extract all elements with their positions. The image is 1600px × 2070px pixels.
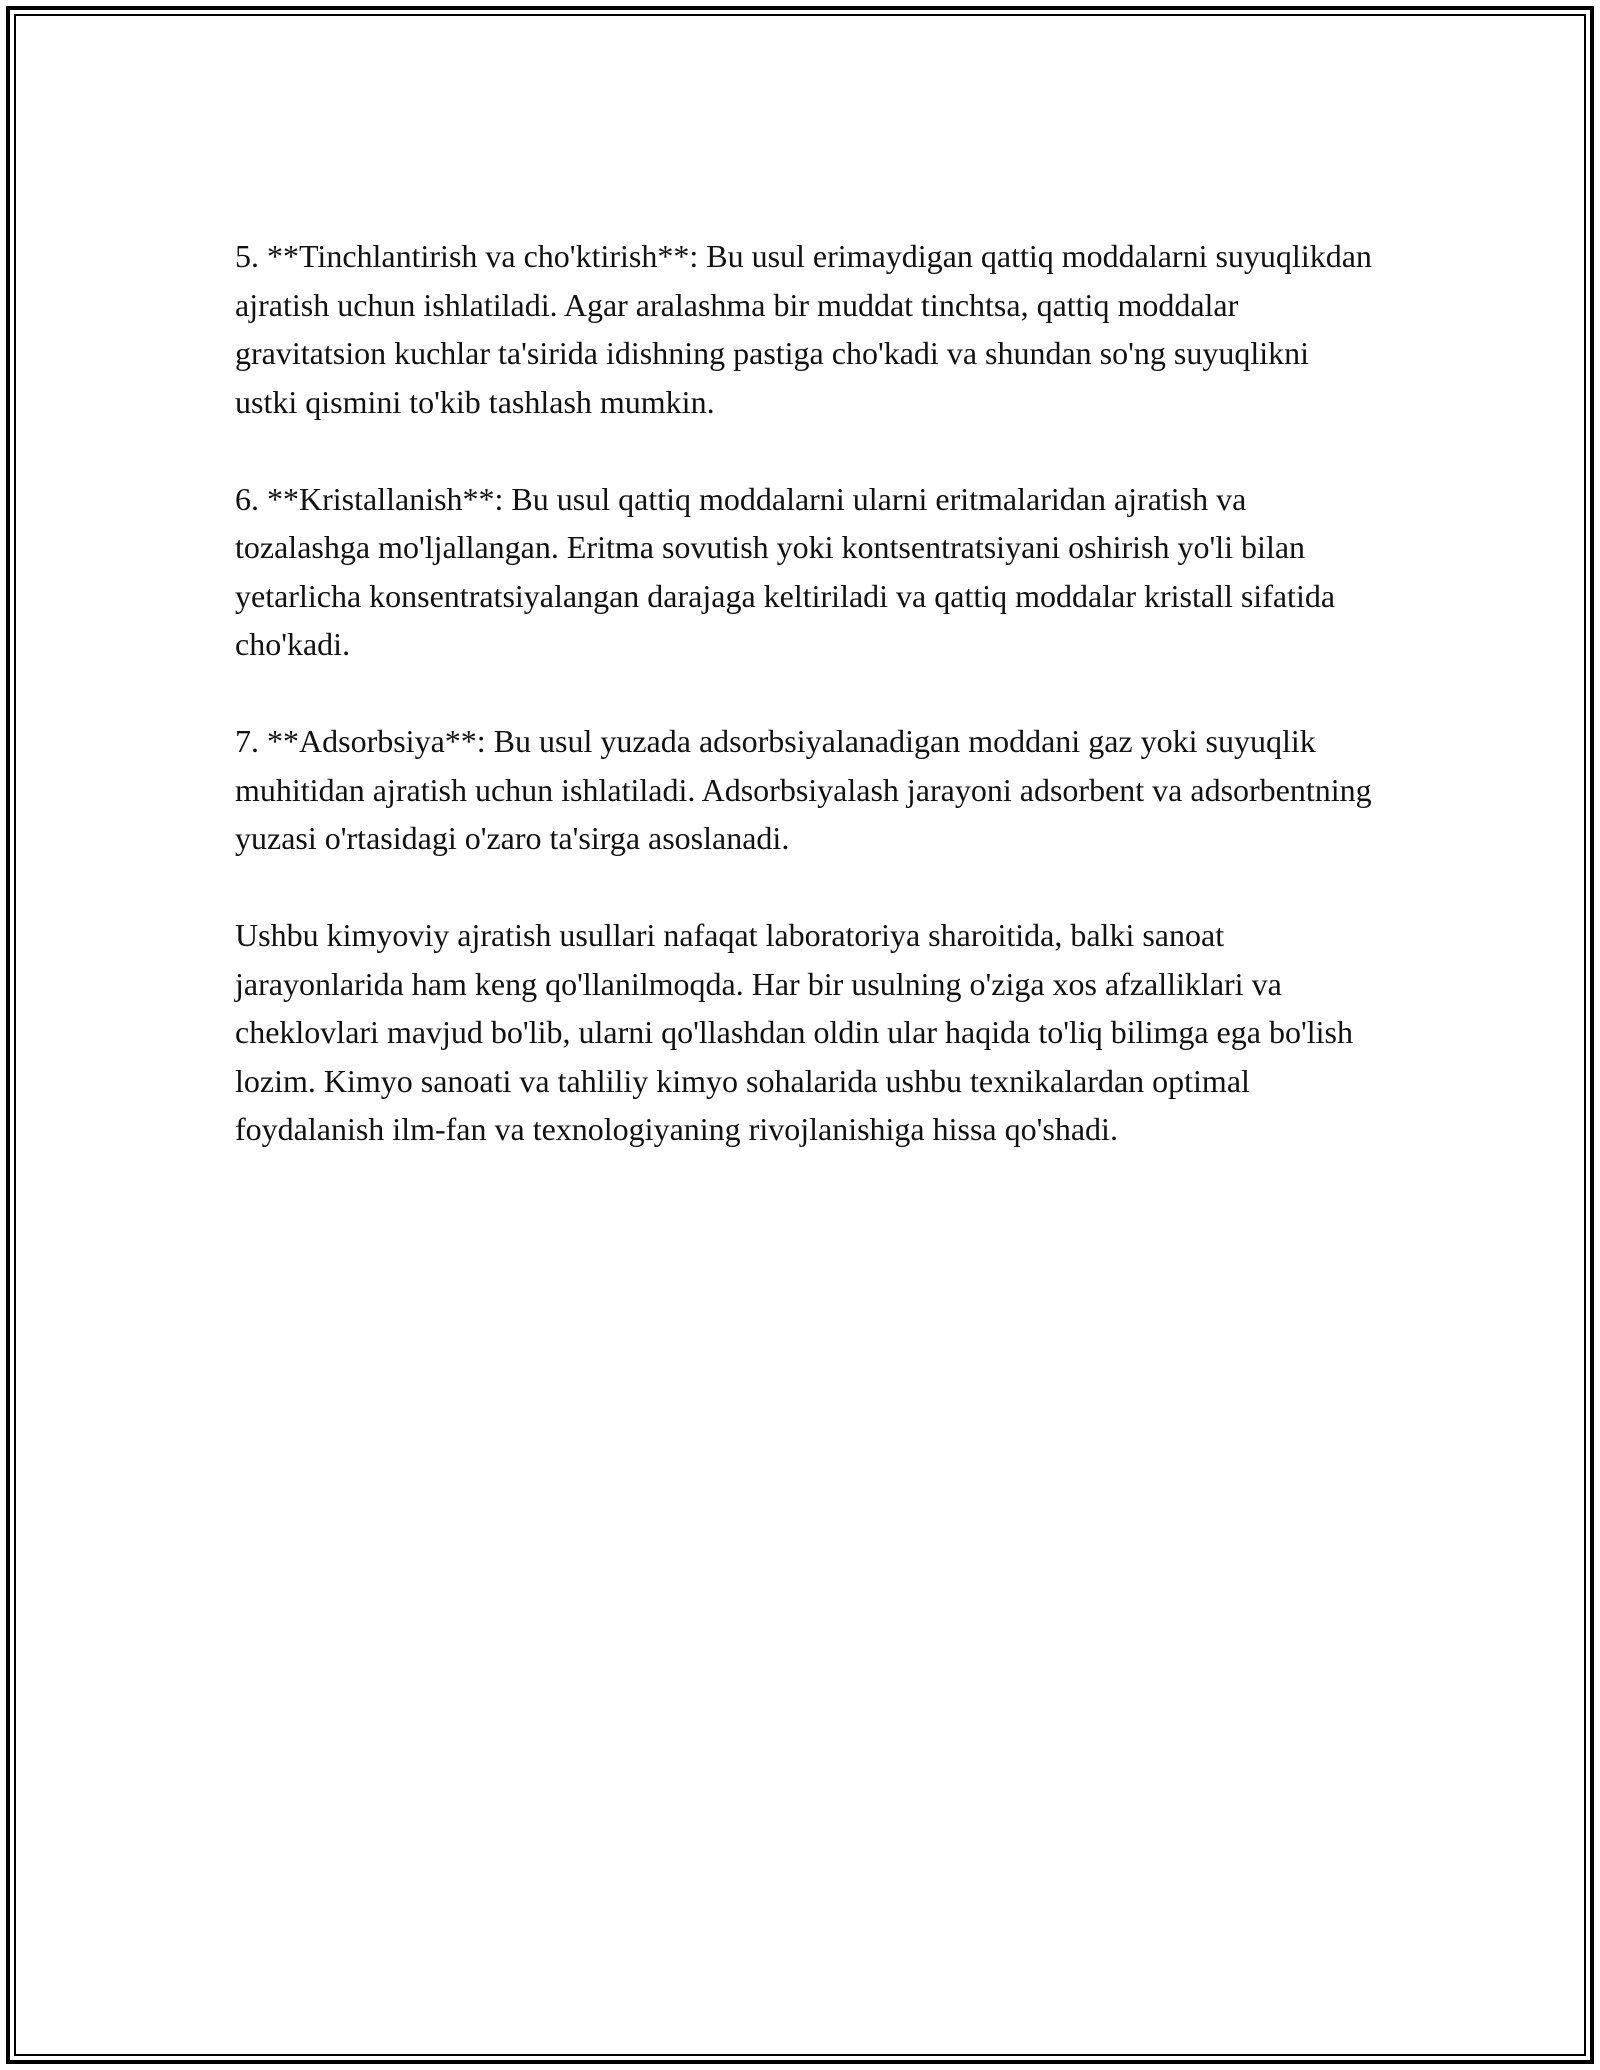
paragraph-sedimentation: 5. **Tinchlantirish va cho'ktirish**: Bu usul erimaydigan qattiq moddalarni suyuqlikdan ajratish uchun ishlatiladi. Agar aralashma bir muddat tinchtsa, qattiq moddalar gravitatsion kuchlar ta'sirida idishning pastiga cho'kadi va shundan so'ng suyuqlikni ustki qismini to'kib tashlash mumkin. bbox=[235, 238, 1372, 420]
paragraph-conclusion: Ushbu kimyoviy ajratish usullari nafaqat laboratoriya sharoitida, balki sanoat jarayonlarida ham keng qo'llanilmoqda. Har bir usulning o'ziga xos afzalliklari va cheklovlari mavjud bo'lib, ularni qo'llashdan oldin ular haqida to'liq bilimga ega bo'lish lozim. Kimyo sanoati va tahliliy kimyo sohalarida ushbu texnikalardan optimal foydalanish ilm-fan va texnologiyaning rivojlanishiga hissa qo'shadi. bbox=[235, 917, 1353, 1147]
paragraph-adsorption: 7. **Adsorbsiya**: Bu usul yuzada adsorbsiyalanadigan moddani gaz yoki suyuqlik muhitidan ajratish uchun ishlatiladi. Adsorbsiyalash jarayoni adsorbent va adsorbentning yuzasi o'rtasidagi o'zaro ta'sirga asoslanadi. bbox=[235, 723, 1372, 856]
document-body bbox=[235, 232, 1375, 1202]
paragraph-crystallization: 6. **Kristallanish**: Bu usul qattiq moddalarni ularni eritmalaridan ajratish va tozalashga mo'ljallangan. Eritma sovutish yoki kontsentratsiyani oshirish yo'li bilan yetarlicha konsentratsiyalangan darajaga keltiriladi va qattiq moddalar kristall sifatida cho'kadi. bbox=[235, 480, 1336, 662]
